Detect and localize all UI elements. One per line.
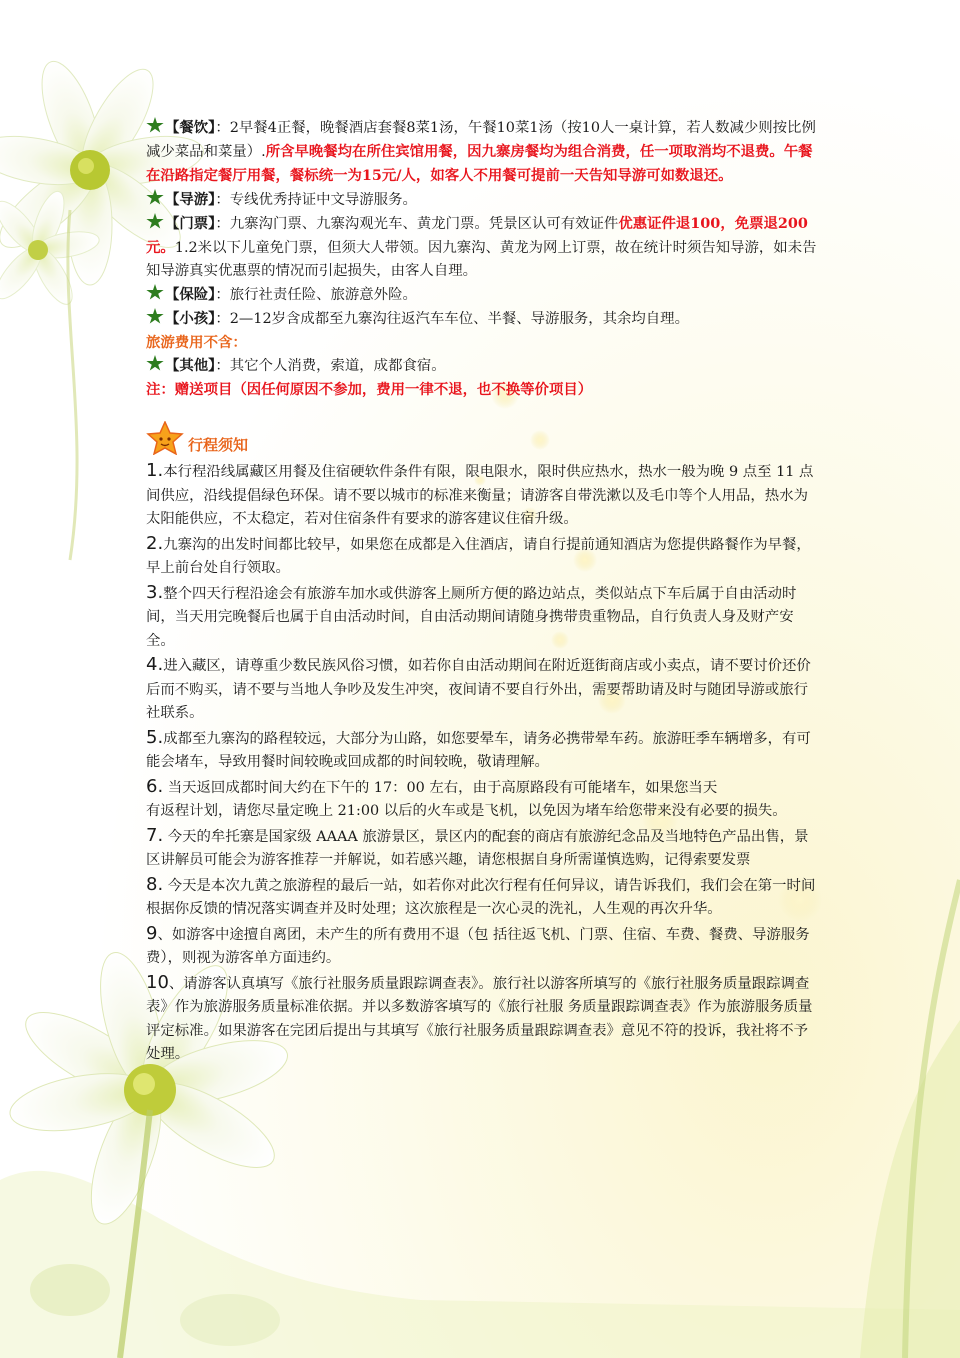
notice-point: 9、如游客中途擅自离团，未产生的所有费用不退（包 括往返飞机、门票、住宿、车费、餐费、导游服务费），则视为游客单方面违约。 — [146, 922, 810, 966]
notice-point: 5.成都至九寨沟的路程较远，大部分为山路，如您要晕车，请务必携带晕车药。旅游旺季车辆增多，有可能会堵车，导致用餐时间较晚或回成都的时间较晚，敬请理解。 — [146, 726, 811, 770]
green-star-icon — [146, 117, 164, 134]
notice-point: 3.整个四天行程沿途会有旅游车加水或供游客上厕所方便的路边站点，类似站点下车后属于自由活动时间，当天用完晚餐后也属于自由活动时间，自由活动期间请随身携带贵重物品，自行负责人身及财产安全。 — [146, 581, 797, 649]
tour-details — [146, 116, 820, 1067]
green-star-icon — [146, 189, 164, 206]
notice-point: 10、请游客认真填写《旅行社服务质量跟踪调查表》。旅行社以游客所填写的《旅行社服务质量跟踪调查表》作为旅游服务质量标准依据。并以多数游客填写的《旅行社服 务质量跟踪调查表》作为旅游服务质量评定标准。如果游客在完团后提出与其填写《旅行社服务质量跟踪调查表》意见不符的投诉，我社将不予处理。 — [146, 971, 813, 1062]
other-item: 【其他】：其它个人消费，索道，成都食宿。 — [146, 354, 820, 378]
notice-point: 2.九寨沟的出发时间都比较早，如果您在成都是入住酒店，请自行提前通知酒店为您提供路餐作为早餐，早上前台处自行领取。 — [146, 532, 811, 576]
insurance-item: 【保险】：旅行社责任险、旅游意外险。 — [146, 283, 820, 307]
notice-point-continued: 有返程计划，请您尽量定晚上 21:00 以后的火车或是飞机，以免因为堵车给您带来没有必要的损失。 — [146, 803, 787, 819]
gift-note: 注：赠送项目（因任何原因不参加，费用一律不退，也不换等价项目） — [146, 381, 593, 398]
smiling-star-icon — [146, 421, 184, 455]
green-star-icon — [146, 355, 164, 372]
notice-header — [146, 421, 820, 455]
notice-list — [146, 459, 820, 1067]
green-star-icon — [146, 213, 164, 230]
tickets-item: 【门票】：九寨沟门票、九寨沟观光车、黄龙门票。凭景区认可有效证件优惠证件退100，免票退200元。1.2米以下儿童免门票，但须大人带领。因九寨沟、黄龙为网上订票，故在统计时须告知导游，如未告知导游真实优惠票的情况而引起损失，由客人自理。 — [146, 215, 817, 279]
green-star-icon — [146, 308, 164, 325]
green-star-icon — [146, 284, 164, 301]
children-item: 【小孩】：2—12岁含成都至九寨沟往返汽车车位、半餐、导游服务，其余均自理。 — [146, 307, 820, 331]
guide-item: 【导游】：专线优秀持证中文导游服务。 — [146, 188, 820, 212]
excluded-heading: 旅游费用不含： — [146, 334, 247, 351]
meals-item: 【餐饮】：2早餐4正餐，晚餐酒店套餐8菜1汤，午餐10菜1汤（按10人一桌计算，若人数减少则按比例减少菜品和菜量）.所含早晚餐均在所住宾馆用餐，因九寨房餐均为组合消费，任一项取消均不退费。午餐在沿路指定餐厅用餐，餐标统一为15元/人，如客人不用餐可提前一天告知导游可如数退还。 — [146, 119, 816, 184]
notice-point: 4.进入藏区，请尊重少数民族风俗习惯，如若你自由活动期间在附近逛街商店或小卖点，请不要讨价还价后而不购买，请不要与当地人争吵及发生冲突，夜间请不要自行外出，需要帮助请及时与随团导游或旅行社联系。 — [146, 654, 811, 721]
notice-point: 1.本行程沿线属藏区用餐及住宿硬软件条件有限，限电限水，限时供应热水，热水一般为晚 9 点至 11 点间供应，沿线提倡绿色环保。请不要以城市的标准来衡量；请游客自带洗漱以及毛巾等个人用品，热水为太阳能供应，不太稳定，若对住宿条件有要求的游客建议住宿升级。 — [146, 460, 814, 527]
notice-point: 6. 当天返回成都时间大约在下午的 17：00 左右，由于高原路段有可能堵车，如果您当天 — [146, 775, 718, 797]
notice-point: 7. 今天的牟托寨是国家级 AAAA 旅游景区，景区内的配套的商店有旅游纪念品及当地特色产品出售，景区讲解员可能会为游客推荐一并解说，如若感兴趣，请您根据自身所需谨慎选购，记得索要发票 — [146, 824, 809, 868]
notice-title: 行程须知 — [188, 436, 249, 454]
notice-point: 8. 今天是本次九黄之旅游程的最后一站，如若你对此次行程有任何异议，请告诉我们，我们会在第一时间根据你反馈的情况落实调查并及时处理；这次旅程是一次心灵的洗礼，人生观的再次升华。 — [146, 873, 816, 917]
